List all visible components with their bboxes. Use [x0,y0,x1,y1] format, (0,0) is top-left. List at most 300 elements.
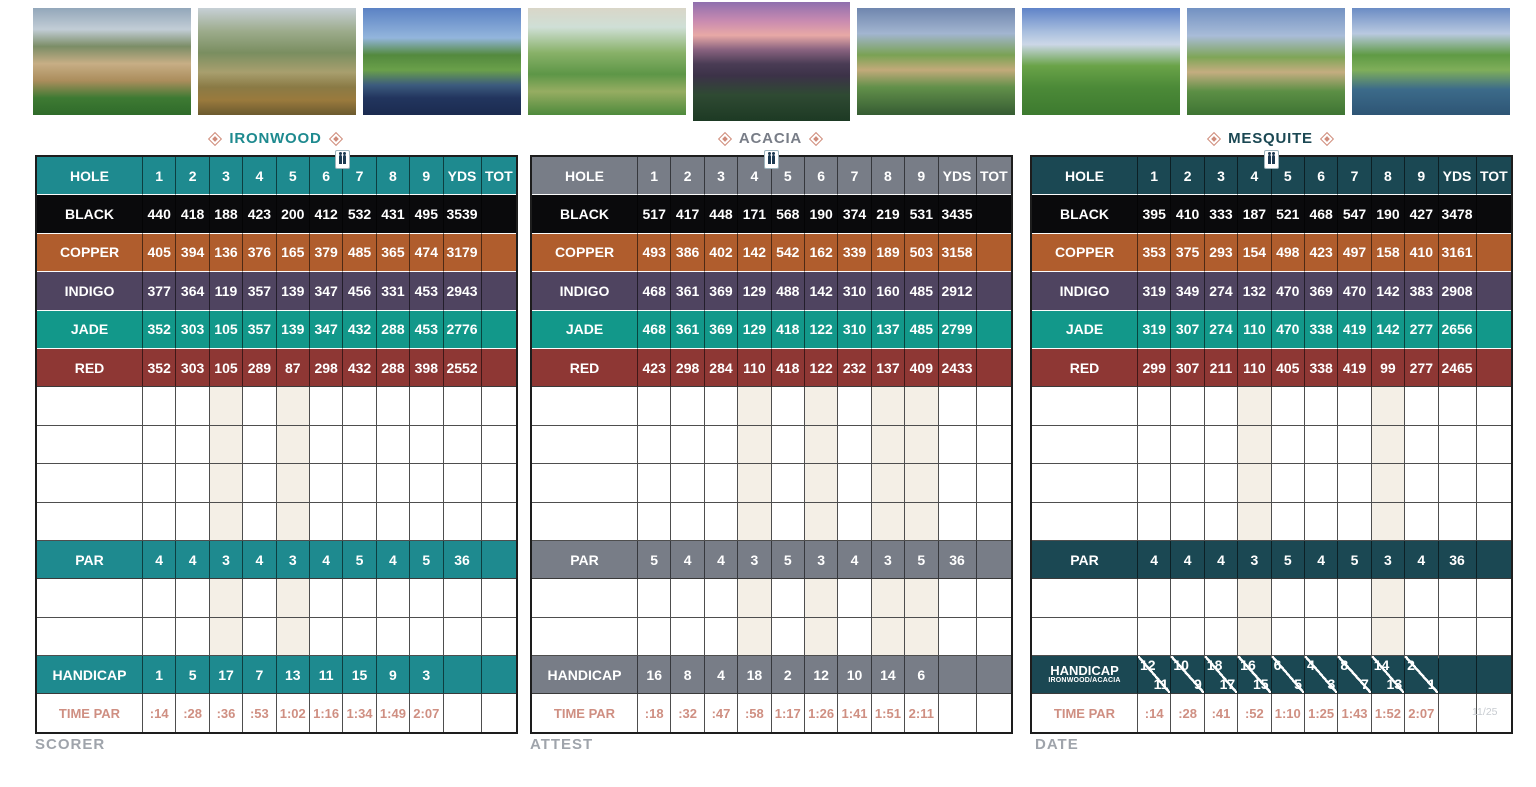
par-row [37,541,516,579]
time-par-row [1032,694,1511,731]
score-entry-cell[interactable] [1477,618,1512,656]
score-entry-cell[interactable] [37,426,143,464]
score-entry-cell[interactable] [37,387,143,425]
score-entry-cell[interactable] [1272,503,1305,541]
score-entry-cell[interactable] [143,464,176,502]
score-entry-cell[interactable] [805,387,838,425]
score-entry-cell[interactable] [1205,579,1238,617]
score-entry-cell[interactable] [1405,387,1438,425]
score-entry-cell[interactable] [671,387,704,425]
score-entry-cell[interactable] [671,579,704,617]
score-entry-cell[interactable] [772,464,805,502]
score-entry-cell[interactable] [1238,503,1271,541]
score-entry-cell[interactable] [210,503,243,541]
score-entry-cell[interactable] [532,618,638,656]
score-entry-cell[interactable] [772,503,805,541]
score-entry-cell[interactable] [343,579,376,617]
score-entry-cell[interactable] [37,464,143,502]
course-title [530,126,1011,151]
score-entry-cell[interactable] [532,464,638,502]
score-entry-cell[interactable] [1205,426,1238,464]
score-entry-cell[interactable] [939,464,977,502]
score-entry-cell[interactable] [1032,579,1138,617]
score-entry-cell[interactable] [872,426,905,464]
score-entry-cell[interactable] [310,387,343,425]
score-entry-cell[interactable] [638,464,671,502]
score-entry-cell[interactable] [37,503,143,541]
score-entry-cell[interactable] [176,618,209,656]
scorecard-table [1030,155,1513,734]
tee-yardage-cell: 110 [738,349,771,387]
score-entry-cell[interactable] [905,464,938,502]
score-entry-cell[interactable] [638,426,671,464]
score-entry-cell[interactable] [277,426,310,464]
score-entry-cell[interactable] [1205,387,1238,425]
score-entry-cell[interactable] [343,387,376,425]
score-entry-cell[interactable] [1439,579,1477,617]
handicap-dual-cell [1205,656,1238,694]
tee-yardage-cell: 440 [143,195,176,233]
handicap-bottom-value: 15 [1252,676,1269,693]
score-entry-cell[interactable] [805,618,838,656]
score-entry-cell[interactable] [738,387,771,425]
score-entry-cell[interactable] [532,503,638,541]
score-entry-cell[interactable] [482,464,517,502]
time-par-cell: :41 [1205,694,1238,731]
score-entry-cell[interactable] [377,503,410,541]
score-entry-cell[interactable] [143,579,176,617]
tee-yardage-cell: 200 [277,195,310,233]
score-entry-cell[interactable] [1372,426,1405,464]
diamond-ornament-icon [1320,131,1334,145]
score-entry-cell[interactable] [838,426,871,464]
tee-yardage-cell: 232 [838,349,871,387]
score-entry-cell[interactable] [1171,503,1204,541]
tee-yardage-cell: 347 [310,272,343,310]
score-entry-cell[interactable] [532,426,638,464]
score-entry-cell[interactable] [772,579,805,617]
score-entry-cell[interactable] [805,426,838,464]
tee-yardage-cell: 409 [905,349,938,387]
score-entry-cell[interactable] [143,618,176,656]
score-entry-cell[interactable] [1138,387,1171,425]
tee-yardage-cell: 298 [671,349,704,387]
score-entry-cell[interactable] [705,579,738,617]
score-entry-cell[interactable] [638,387,671,425]
tee-yardage-cell: 418 [176,195,209,233]
score-entry-cell[interactable] [1138,464,1171,502]
score-entry-cell[interactable] [410,426,443,464]
score-entry-cell[interactable] [310,579,343,617]
score-entry-cell[interactable] [705,618,738,656]
tee-yds-total-cell: 2943 [444,272,482,310]
score-entry-cell[interactable] [143,426,176,464]
score-entry-cell[interactable] [905,387,938,425]
tee-yardage-cell: 405 [143,234,176,272]
score-entry-cell[interactable] [738,426,771,464]
score-entry-cell[interactable] [1238,387,1271,425]
time-par-cell: 1:34 [343,694,376,731]
score-entry-cell[interactable] [176,387,209,425]
score-entry-cell[interactable] [343,426,376,464]
score-entry-cell[interactable] [1138,618,1171,656]
score-entry-cell[interactable] [705,387,738,425]
score-entry-cell[interactable] [1305,579,1338,617]
score-entry-cell[interactable] [772,618,805,656]
score-entry-cell[interactable] [210,579,243,617]
score-entry-cell[interactable] [243,464,276,502]
score-entry-cell[interactable] [1171,579,1204,617]
score-entry-cell[interactable] [1372,464,1405,502]
course-section-ironwood [35,126,516,734]
score-entry-cell[interactable] [838,618,871,656]
score-entry-cell[interactable] [444,618,482,656]
score-entry-cell[interactable] [905,618,938,656]
hole-header-cell: 7 [838,157,871,195]
score-entry-cell[interactable] [444,503,482,541]
score-entry-cell[interactable] [343,464,376,502]
tee-yardage-cell: 165 [277,234,310,272]
score-entry-cell[interactable] [939,579,977,617]
score-entry-cell[interactable] [310,503,343,541]
score-entry-cell[interactable] [872,387,905,425]
score-entry-cell[interactable] [310,426,343,464]
tee-yardage-cell: 307 [1171,349,1204,387]
tee-yds-total-cell: 2912 [939,272,977,310]
score-entry-cell[interactable] [444,426,482,464]
handicap-dual-cell [1372,656,1405,694]
score-entry-cell[interactable] [1372,387,1405,425]
handicap-yds-cell [1439,656,1477,694]
score-entry-cell[interactable] [1338,579,1371,617]
score-entry-cell[interactable] [905,503,938,541]
score-entry-cell[interactable] [444,579,482,617]
score-entry-cell[interactable] [1032,464,1138,502]
tee-name: COPPER [532,234,638,272]
score-entry-cell[interactable] [343,503,376,541]
score-entry-cell[interactable] [176,426,209,464]
score-entry-cell[interactable] [705,464,738,502]
course-photo [1352,8,1510,115]
score-entry-cell[interactable] [671,426,704,464]
score-entry-cell[interactable] [1205,618,1238,656]
score-entry-cell[interactable] [532,387,638,425]
par-cell: 5 [638,541,671,579]
score-entry-cell[interactable] [377,618,410,656]
tee-yardage-cell: 288 [377,311,410,349]
score-entry-cell[interactable] [1238,426,1271,464]
score-entry-cell[interactable] [1032,503,1138,541]
diamond-ornament-icon [208,131,222,145]
score-entry-cell[interactable] [1439,464,1477,502]
score-entry-cell[interactable] [805,579,838,617]
score-entry-cell[interactable] [872,503,905,541]
score-entry-cell[interactable] [1439,618,1477,656]
tee-yardage-cell: 498 [1272,234,1305,272]
score-entry-cell[interactable] [1338,503,1371,541]
time-par-cell: :14 [1138,694,1171,731]
score-entry-cell[interactable] [1477,579,1512,617]
score-entry-cell[interactable] [939,426,977,464]
hole-header-cell: 9 [905,157,938,195]
restroom-icon [335,150,350,169]
score-entry-cell[interactable] [377,387,410,425]
score-entry-cell[interactable] [1305,464,1338,502]
handicap-dual-cell [1305,656,1338,694]
score-entry-cell[interactable] [37,618,143,656]
score-entry-cell[interactable] [410,387,443,425]
score-entry-cell[interactable] [37,579,143,617]
hole-header-cell: 6 [805,157,838,195]
score-entry-cell[interactable] [143,503,176,541]
score-entry-cell[interactable] [977,464,1012,502]
course-name: IRONWOOD [229,130,322,147]
score-entry-cell[interactable] [210,618,243,656]
score-entry-cell[interactable] [410,618,443,656]
score-entry-cell[interactable] [738,618,771,656]
handicap-row-label [1032,656,1138,694]
hole-header-cell: 2 [1171,157,1204,195]
tee-yardage-cell: 542 [772,234,805,272]
score-entry-cell[interactable] [1372,503,1405,541]
score-entry-cell[interactable] [277,579,310,617]
score-entry-cell[interactable] [738,579,771,617]
score-entry-cell[interactable] [977,579,1012,617]
tee-tot-cell [977,349,1012,387]
score-entry-cell[interactable] [1372,579,1405,617]
score-entry-cell[interactable] [1477,464,1512,502]
score-entry-cell[interactable] [977,426,1012,464]
tee-row-indigo [1032,272,1511,310]
score-entry-cell[interactable] [1338,464,1371,502]
tee-row-copper [532,234,1011,272]
handicap-cell: 4 [705,656,738,694]
score-entry-cell[interactable] [1032,618,1138,656]
score-entry-cell[interactable] [772,387,805,425]
tee-name: INDIGO [37,272,143,310]
score-entry-cell[interactable] [805,503,838,541]
score-entry-cell[interactable] [977,618,1012,656]
score-entry-cell[interactable] [1439,387,1477,425]
score-entry-cell[interactable] [1032,387,1138,425]
score-entry-cell[interactable] [872,579,905,617]
score-entry-cell[interactable] [343,618,376,656]
par-cell: 5 [343,541,376,579]
score-entry-cell[interactable] [532,579,638,617]
tee-yardage-cell: 531 [905,195,938,233]
score-entry-cell[interactable] [671,618,704,656]
score-entry-cell[interactable] [482,387,517,425]
score-entry-cell[interactable] [1439,503,1477,541]
course-section-mesquite [1030,126,1511,734]
score-entry-cell[interactable] [1439,426,1477,464]
handicap-top-value: 6 [1273,657,1282,674]
score-entry-cell[interactable] [1305,387,1338,425]
score-entry-cell[interactable] [444,464,482,502]
score-entry-cell[interactable] [905,426,938,464]
score-entry-cell[interactable] [838,464,871,502]
score-entry-cell[interactable] [1138,426,1171,464]
hole-header-cell: HOLE [37,157,143,195]
score-entry-cell[interactable] [377,464,410,502]
score-entry-cell[interactable] [977,387,1012,425]
score-entry-cell[interactable] [738,503,771,541]
score-entry-cell[interactable] [444,387,482,425]
score-entry-cell[interactable] [243,426,276,464]
score-entry-cell[interactable] [482,579,517,617]
tee-name: RED [532,349,638,387]
tee-name: INDIGO [1032,272,1138,310]
score-entry-cell[interactable] [210,387,243,425]
score-entry-cell[interactable] [1138,579,1171,617]
score-entry-cell[interactable] [277,387,310,425]
time-par-cell: 2:07 [410,694,443,731]
score-entry-cell[interactable] [410,464,443,502]
score-entry-cell[interactable] [243,387,276,425]
score-entry-cell[interactable] [377,426,410,464]
scorecard-table [35,155,518,734]
score-entry-cell[interactable] [939,618,977,656]
course-name: ACACIA [738,130,803,147]
score-entry-cell[interactable] [1372,618,1405,656]
score-entry-cell[interactable] [1477,503,1512,541]
score-entry-cell[interactable] [1272,426,1305,464]
score-entry-cell[interactable] [243,503,276,541]
score-entry-cell[interactable] [872,618,905,656]
tee-yardage-cell: 410 [1405,234,1438,272]
score-entry-row [1032,618,1511,656]
score-entry-cell[interactable] [1238,579,1271,617]
hole-header-cell: 1 [143,157,176,195]
score-entry-row [532,464,1011,502]
score-entry-cell[interactable] [1138,503,1171,541]
score-entry-cell[interactable] [277,618,310,656]
score-entry-cell[interactable] [671,464,704,502]
tee-yardage-cell: 365 [377,234,410,272]
score-entry-cell[interactable] [772,426,805,464]
handicap-top-value: 2 [1407,657,1415,674]
tee-row-jade [1032,311,1511,349]
score-entry-cell[interactable] [977,503,1012,541]
score-entry-cell[interactable] [243,618,276,656]
score-entry-cell[interactable] [482,618,517,656]
score-entry-cell[interactable] [176,464,209,502]
tee-yardage-cell: 432 [343,349,376,387]
score-entry-cell[interactable] [1405,579,1438,617]
score-entry-cell[interactable] [410,503,443,541]
tee-yardage-cell: 357 [243,311,276,349]
score-entry-row [37,579,516,617]
score-entry-cell[interactable] [1238,618,1271,656]
tee-name: RED [37,349,143,387]
score-entry-cell[interactable] [1171,426,1204,464]
score-entry-cell[interactable] [1405,464,1438,502]
score-entry-cell[interactable] [838,503,871,541]
par-row [1032,541,1511,579]
score-entry-cell[interactable] [1305,426,1338,464]
score-entry-cell[interactable] [939,387,977,425]
score-entry-cell[interactable] [1338,618,1371,656]
score-entry-cell[interactable] [1205,464,1238,502]
score-entry-cell[interactable] [1405,618,1438,656]
score-entry-cell[interactable] [1238,464,1271,502]
score-entry-cell[interactable] [1272,618,1305,656]
tee-yardage-cell: 386 [671,234,704,272]
score-entry-cell[interactable] [1171,618,1204,656]
score-entry-cell[interactable] [310,464,343,502]
score-entry-cell[interactable] [1272,387,1305,425]
score-entry-cell[interactable] [1405,426,1438,464]
score-entry-cell[interactable] [210,426,243,464]
score-entry-cell[interactable] [1338,387,1371,425]
score-entry-cell[interactable] [671,503,704,541]
tee-name: JADE [532,311,638,349]
score-entry-cell[interactable] [638,503,671,541]
score-entry-cell[interactable] [410,579,443,617]
score-entry-cell[interactable] [1338,426,1371,464]
score-entry-cell[interactable] [638,579,671,617]
score-entry-cell[interactable] [482,503,517,541]
score-entry-cell[interactable] [939,503,977,541]
tee-tot-cell [1477,195,1512,233]
score-entry-cell[interactable] [1405,503,1438,541]
time-par-cell: 1:41 [838,694,871,731]
score-entry-cell[interactable] [905,579,938,617]
score-entry-cell[interactable] [1305,503,1338,541]
score-entry-cell[interactable] [377,579,410,617]
score-entry-cell[interactable] [1171,464,1204,502]
score-entry-cell[interactable] [1171,387,1204,425]
score-entry-cell[interactable] [872,464,905,502]
score-entry-cell[interactable] [1205,503,1238,541]
score-entry-cell[interactable] [738,464,771,502]
score-entry-cell[interactable] [243,579,276,617]
tee-row-copper [37,234,516,272]
score-entry-cell[interactable] [838,579,871,617]
score-entry-cell[interactable] [838,387,871,425]
score-entry-cell[interactable] [210,464,243,502]
tee-row-red [1032,349,1511,387]
handicap-cell: 8 [671,656,704,694]
tee-yardage-cell: 122 [805,349,838,387]
score-entry-cell[interactable] [1305,618,1338,656]
tee-yds-total-cell: 3478 [1439,195,1477,233]
score-entry-cell[interactable] [1032,426,1138,464]
score-entry-cell[interactable] [638,618,671,656]
score-entry-cell[interactable] [482,426,517,464]
score-entry-cell[interactable] [705,426,738,464]
score-entry-cell[interactable] [277,503,310,541]
score-entry-row [37,503,516,541]
score-entry-cell[interactable] [143,387,176,425]
hole-header-cell: YDS [1439,157,1477,195]
score-entry-cell[interactable] [277,464,310,502]
tee-yardage-cell: 456 [343,272,376,310]
score-entry-cell[interactable] [176,503,209,541]
score-entry-cell[interactable] [176,579,209,617]
tee-yardage-cell: 299 [1138,349,1171,387]
score-entry-cell[interactable] [310,618,343,656]
score-entry-cell[interactable] [1477,387,1512,425]
handicap-tot-cell [482,656,517,694]
score-entry-cell[interactable] [1477,426,1512,464]
tee-yardage-cell: 188 [210,195,243,233]
score-entry-row [532,387,1011,425]
score-entry-cell[interactable] [1272,579,1305,617]
score-entry-cell[interactable] [705,503,738,541]
score-entry-cell[interactable] [805,464,838,502]
score-entry-cell[interactable] [1272,464,1305,502]
